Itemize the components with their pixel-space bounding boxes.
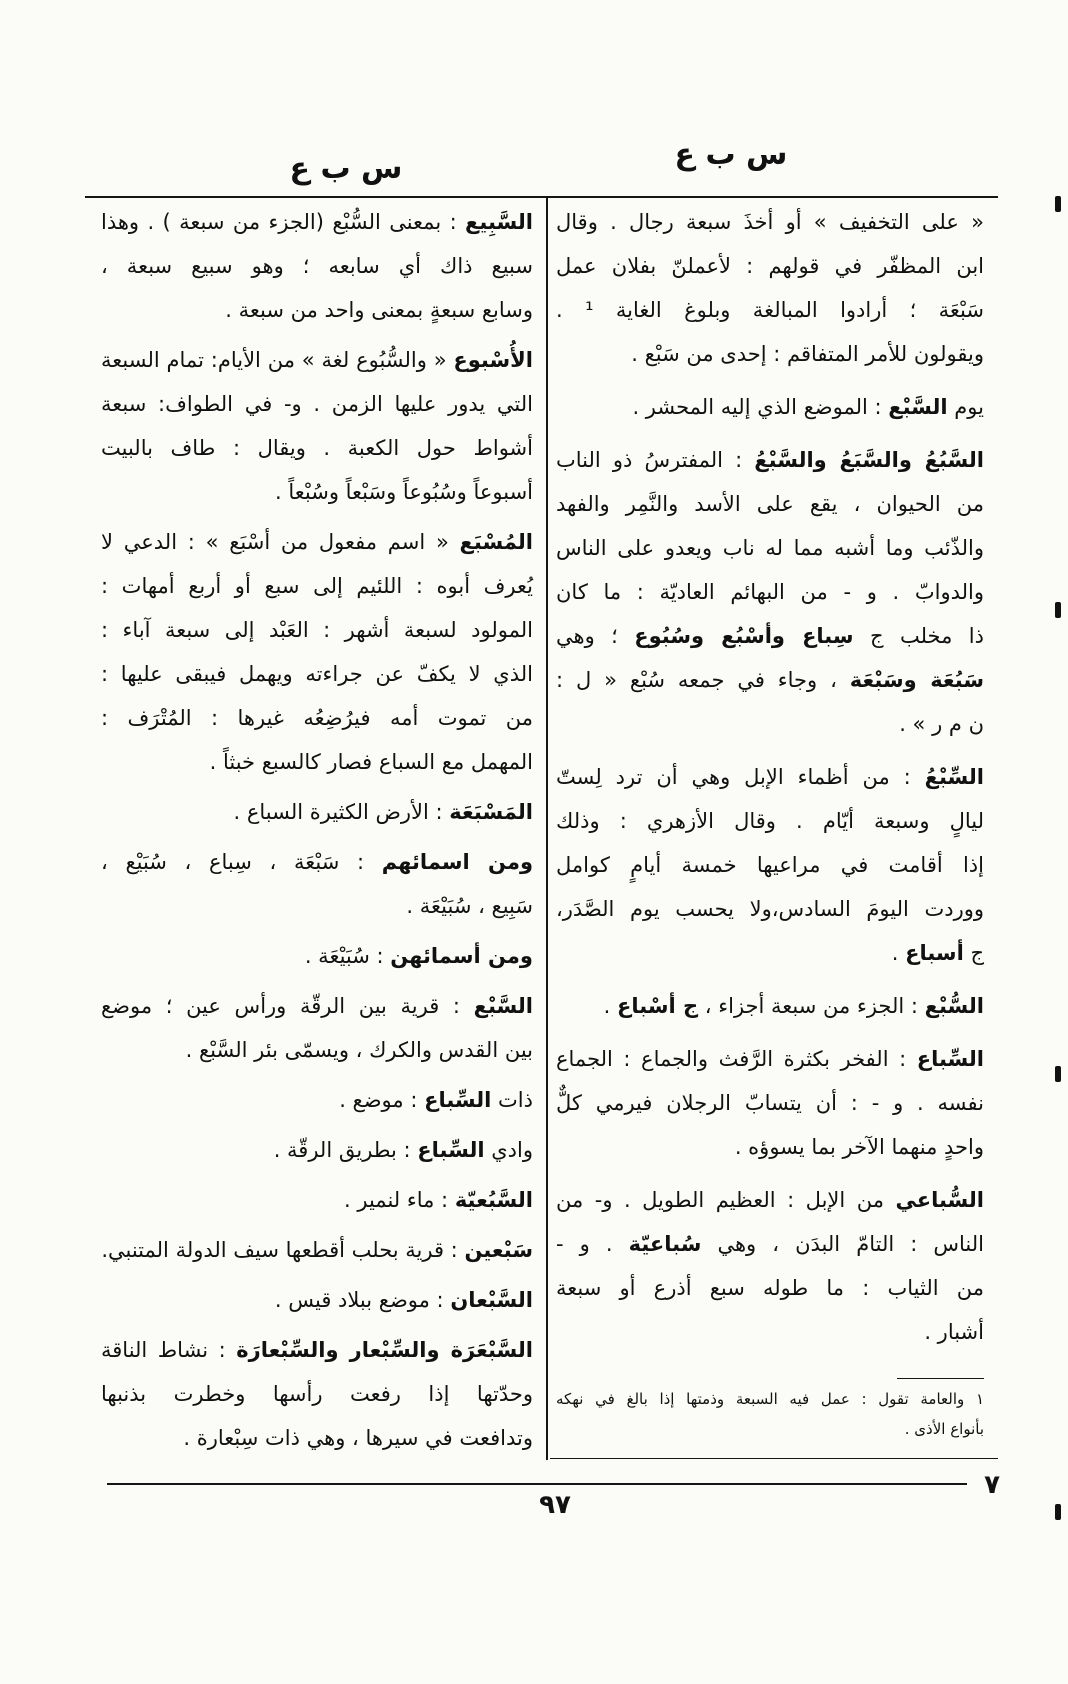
text-line (101, 790, 533, 834)
text-line (101, 1328, 533, 1372)
text-run: المهمل مع السباع فصار كالسبع خبثاً . (209, 750, 533, 774)
headword: السَّبْعَرَة والسِّبْعار والسِّبْعارَة (236, 1338, 533, 1362)
dictionary-entry (101, 1178, 533, 1222)
text-line (556, 614, 984, 658)
text-run: . و - (556, 1232, 629, 1256)
headword: السَّبِيع (465, 210, 533, 234)
text-line (101, 652, 533, 696)
footnote (556, 1384, 984, 1444)
text-run: ج (963, 941, 984, 965)
text-line (101, 426, 533, 470)
headword: المُسْبَع (459, 530, 533, 554)
dictionary-entry (556, 984, 984, 1028)
scan-mark (1055, 602, 1061, 618)
text-run: المولود لسبعة أشهر : العَبْد إلى سبعة آباء : (101, 618, 533, 642)
running-head-right: س ب ع (674, 137, 788, 172)
text-line (101, 1078, 533, 1122)
dictionary-entry (101, 1228, 533, 1272)
text-run: : الجزء من سبعة أجزاء ، (698, 994, 925, 1018)
running-head-left: س ب ع (289, 151, 403, 186)
text-run: : سُبَيْعَة . (304, 944, 391, 968)
dictionary-entry (101, 1078, 533, 1122)
dictionary-entry (101, 934, 533, 978)
headword: السِّباع (916, 1047, 984, 1071)
text-run: وتدافعت في سيرها ، وهي ذات سِبْعارة . (183, 1426, 533, 1450)
text-line (101, 1228, 533, 1272)
text-run: : موضع . (339, 1088, 425, 1112)
headword: ج أسْباع (617, 994, 699, 1018)
footnote-separator (897, 1378, 984, 1379)
text-line (556, 931, 984, 975)
text-run: : نشاط الناقة (101, 1338, 237, 1362)
text-line (556, 843, 984, 887)
headword: السِّباع (417, 1138, 485, 1162)
headword: السَّبُعُ والسَّبَعُ والسَّبْعُ (754, 448, 985, 472)
headword: أسباع (905, 941, 964, 965)
text-run: الذي لا يكفّ عن جراءته ويهمل فيبقى عليها : (101, 662, 533, 686)
text-run: : بطريق الرقّة . (273, 1138, 418, 1162)
text-line (556, 1178, 984, 1222)
text-run: : من أظماء الإبل وهي أن ترد لِستّ (556, 765, 925, 789)
page-number: ٩٧ (539, 1490, 571, 1520)
scan-mark (1055, 1504, 1061, 1520)
text-run: ذا مخلب ج (853, 624, 984, 648)
dictionary-entry (101, 1128, 533, 1172)
footnote-line: بأنواع الأذى . (904, 1420, 984, 1438)
text-run: : قرية بين الرقّة ورأس عين ؛ موضع (101, 994, 474, 1018)
text-line (556, 887, 984, 931)
text-line (556, 438, 984, 482)
text-run: سَبْعَة ؛ أرادوا المبالغة وبلوغ الغاية ¹ . (556, 298, 984, 322)
text-line (101, 740, 533, 784)
text-line (556, 385, 984, 429)
text-line (556, 658, 984, 702)
text-run: أسبوعاً وسُبُوعاً وسَبْعاً وسُبْعاً . (275, 480, 533, 504)
headword: سَبْعين (464, 1238, 533, 1262)
text-line (556, 799, 984, 843)
dictionary-entry (101, 1328, 533, 1460)
text-line (101, 984, 533, 1028)
headword: السَّبُعيّة (454, 1188, 533, 1212)
text-line (101, 1128, 533, 1172)
headword: السَّبْعان (450, 1288, 533, 1312)
text-line (101, 1028, 533, 1072)
headword: السُّباعي (895, 1188, 984, 1212)
text-run: سبيع ذاك أي سابعه ؛ وهو سبيع سبعة ، (101, 254, 533, 278)
text-line (556, 200, 984, 244)
dictionary-entry (556, 1178, 984, 1354)
text-run: : ماء لنمير . (344, 1188, 455, 1212)
text-run: نفسه . و - : أن يتسابّ الرجلان فيرمي كلٌّ (556, 1091, 984, 1115)
text-line (556, 1081, 984, 1125)
text-run: . (603, 994, 618, 1018)
dictionary-entry (556, 1037, 984, 1169)
text-run: ابن المظفّر في قولهم : لأعملنّ بفلان عمل (556, 254, 984, 278)
dictionary-entry (101, 520, 533, 784)
text-line (556, 1125, 984, 1169)
headword: سَبُعَة وسَبْعَة (849, 668, 985, 692)
text-run: « والسُّبُوع لغة » من الأيام: تمام السبعة (101, 348, 454, 372)
text-run: وادي (484, 1138, 533, 1162)
dictionary-entry (101, 200, 533, 332)
headword: ومن اسمائهم (381, 850, 534, 874)
text-line (556, 755, 984, 799)
text-line (556, 570, 984, 614)
text-line (101, 382, 533, 426)
headword: السُّبْع (924, 994, 984, 1018)
headword: ومن أسمائهن (390, 944, 533, 968)
text-line (556, 1266, 984, 1310)
text-line (101, 1416, 533, 1460)
scan-mark (1055, 1066, 1061, 1082)
text-line (556, 332, 984, 376)
text-line (101, 520, 533, 564)
headword: الأُسْبوع (453, 348, 533, 372)
left-column (101, 200, 533, 1460)
top-rule (85, 196, 998, 198)
scan-mark (1055, 196, 1061, 212)
signature-mark: ٧ (984, 1470, 1000, 1500)
text-run: سَبِيع ، سُبَيْعَة . (406, 894, 533, 918)
text-line (101, 1178, 533, 1222)
text-run: ذات (491, 1088, 533, 1112)
text-run: وسابع سبعةٍ بمعنى واحد من سبعة . (225, 298, 533, 322)
text-run: ن م ر » . (899, 712, 984, 736)
dictionary-entry (101, 338, 533, 514)
text-line (101, 288, 533, 332)
text-line (556, 526, 984, 570)
text-line (101, 840, 533, 884)
text-line (101, 1372, 533, 1416)
dictionary-entry (101, 790, 533, 834)
text-run: من الحيوان ، يقع على الأسد والنَّمِر والفهد (556, 492, 984, 516)
text-run: « اسم مفعول من أسْبَع » : الدعي لا (101, 530, 460, 554)
text-line (556, 702, 984, 746)
text-line (101, 884, 533, 928)
text-line (556, 288, 984, 332)
text-run: يُعرف أبوه : اللئيم إلى سبع أو أربع أمهات : (101, 574, 533, 598)
text-run: التي يدور عليها الزمن . و- في الطواف: سبعة (101, 392, 533, 416)
text-line (556, 984, 984, 1028)
headword: سُباعيّة (628, 1232, 702, 1256)
text-run: ، وجاء في جمعه سُبْع « ل : (556, 668, 850, 692)
dictionary-entry (556, 755, 984, 975)
text-run: أشواط حول الكعبة . ويقال : طاف بالبيت (101, 436, 533, 460)
dictionary-entry (556, 385, 984, 429)
dictionary-entry (101, 984, 533, 1072)
text-run: : سَبْعَة ، سِباع ، سُبَيْع ، (101, 850, 382, 874)
column-divider (546, 198, 548, 1460)
headword: السِّباع (424, 1088, 492, 1112)
text-line (101, 1278, 533, 1322)
headword: المَسْبَعَة (449, 800, 533, 824)
text-run: واحدٍ منهما الآخر بما يسوؤه . (734, 1135, 984, 1159)
text-run: ؛ وهي (556, 624, 635, 648)
text-run: الناس : التامّ البدَن ، وهي (701, 1232, 984, 1256)
column-end-rule (550, 1458, 998, 1459)
text-run: ليالٍ وسبعة أيّام . وقال الأزهري : وذلك (556, 809, 984, 833)
text-run: : الفخر بكثرة الرَّفث والجماع : الجماع (556, 1047, 917, 1071)
text-line (101, 696, 533, 740)
text-line (101, 200, 533, 244)
text-line (556, 1310, 984, 1354)
text-run: ويقولون للأمر المتفاقم : إحدى من سَبْع . (631, 342, 984, 366)
footnote-line: ١ والعامة تقول : عمل فيه السبعة وذمتها إذا بالغ في نهكه (556, 1390, 984, 1408)
text-run: : الأرض الكثيرة السباع . (233, 800, 450, 824)
text-run: : المفترسُ ذو الناب (556, 448, 755, 472)
headword: السَّبْع (888, 395, 948, 419)
text-line (556, 244, 984, 288)
text-line (101, 338, 533, 382)
text-line (101, 470, 533, 514)
text-line (101, 244, 533, 288)
text-line (101, 564, 533, 608)
text-line (556, 1222, 984, 1266)
dictionary-entry (101, 840, 533, 928)
text-line (556, 482, 984, 526)
text-run: يوم (947, 395, 984, 419)
headword: سِباع وأسْبُع وسُبُوع (634, 624, 854, 648)
bottom-rule (107, 1483, 967, 1485)
text-run: « على التخفيف » أو أخذَ سبعة رجال . وقال (556, 210, 984, 234)
text-line (101, 608, 533, 652)
text-run: من الإبل : العظيم الطويل . و- من (556, 1188, 896, 1212)
dictionary-entry (556, 438, 984, 746)
text-run: . (891, 941, 906, 965)
dictionary-entry (101, 1278, 533, 1322)
text-run: من تموت أمه فيرُضِعُه غيرها : المُتْرَف : (101, 706, 533, 730)
text-run: وحدّتها إذا رفعت رأسها وخطرت بذنبها (101, 1382, 533, 1406)
headword: السَّبْع (473, 994, 533, 1018)
text-run: من الثياب : ما طوله سبع أذرع أو سبعة (556, 1276, 984, 1300)
right-column (556, 200, 984, 1354)
text-run: والدوابّ . و - من البهائم العاديّة : ما كان (556, 580, 984, 604)
dictionary-entry (556, 200, 984, 376)
text-run: : موضع ببلاد قيس . (274, 1288, 451, 1312)
text-run: أشبار . (924, 1320, 984, 1344)
text-run: والذّئب وما أشبه مما له ناب ويعدو على الناس (556, 536, 984, 560)
text-run: بين القدس والكرك ، ويسمّى بئر السَّبْع . (185, 1038, 533, 1062)
text-line (101, 934, 533, 978)
text-run: : بمعنى السُّبْع (الجزء من سبعة ) . وهذا (101, 210, 466, 234)
headword: السِّبْعُ (924, 765, 984, 789)
text-run: : قرية بحلب أقطعها سيف الدولة المتنبي. (101, 1238, 465, 1262)
text-run: ووردت اليومَ السادس،ولا يحسب يوم الصَّدَر، (556, 897, 984, 921)
text-line (556, 1037, 984, 1081)
text-run: إذا أقامت في مراعيها خمسة أيامٍ كوامل (556, 853, 984, 877)
text-run: : الموضع الذي إليه المحشر . (632, 395, 889, 419)
